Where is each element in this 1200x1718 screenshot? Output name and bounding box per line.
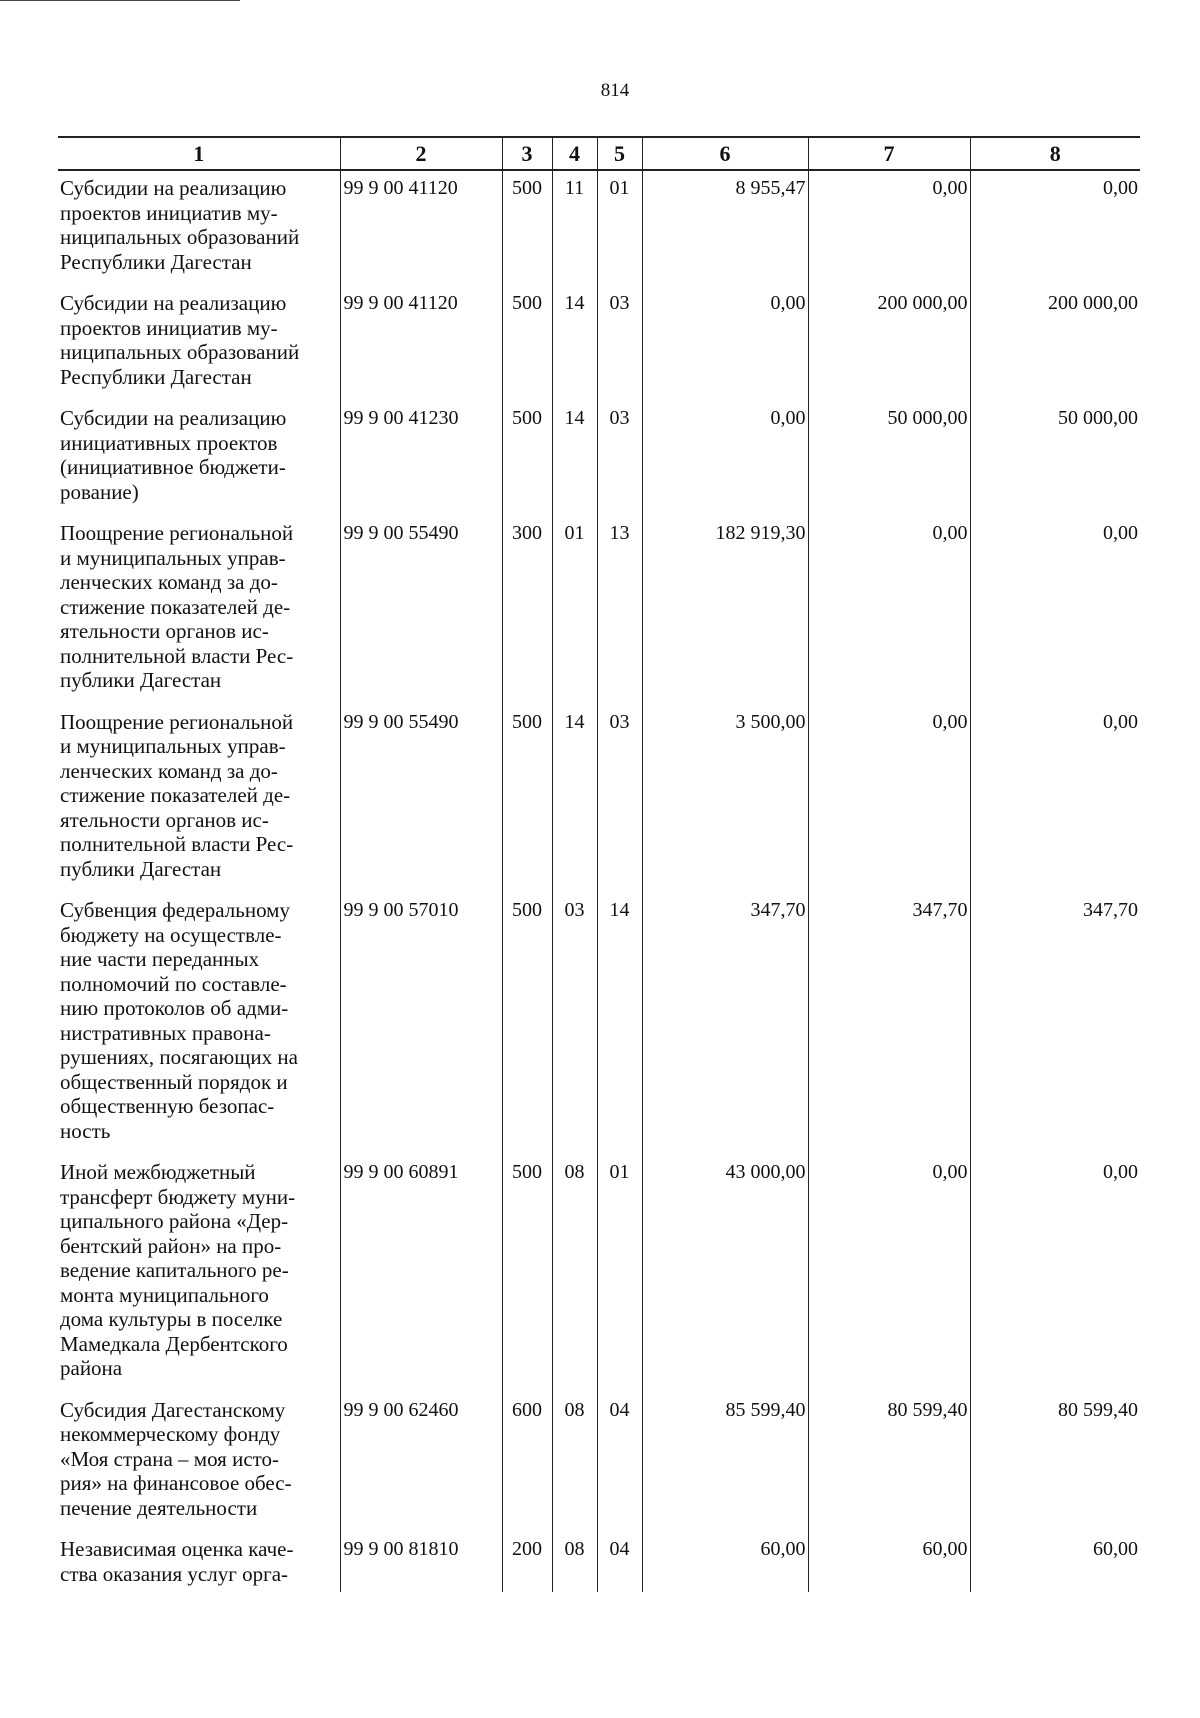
- expense-name-cell: Субсидии на реализацию проектов инициатив му- ниципальных образований Республики Дагестан: [60, 176, 300, 274]
- section-cell: 01: [552, 516, 597, 705]
- amount-col8-cell: 347,70: [970, 893, 1140, 1155]
- column-header: 7: [808, 137, 970, 170]
- expense-name-cell: Поощрение региональной и муниципальных управ- ленческих команд за до- стижение показателей де- ятельности органов ис- полнительной власти Рес- публики Дагестан: [60, 521, 294, 692]
- budget-table: [58, 136, 1140, 1592]
- amount-col7-cell: 50 000,00: [808, 401, 970, 516]
- amount-col7-cell: 0,00: [808, 1155, 970, 1393]
- section-cell: 08: [552, 1532, 597, 1592]
- subsection-cell: 03: [597, 286, 642, 401]
- page-number: 814: [600, 80, 630, 101]
- section-cell: 14: [552, 286, 597, 401]
- amount-col6-cell: 0,00: [642, 401, 808, 516]
- expense-name-cell: Субсидии на реализацию инициативных проектов (инициативное бюджети- рование): [60, 406, 287, 504]
- table-row: [58, 516, 1140, 705]
- table-row: [58, 1532, 1140, 1592]
- expense-name-cell: Субсидия Дагестанскому некоммерческому фонду «Моя страна – моя исто- рия» на финансовое обес- печение деятельности: [60, 1397, 292, 1520]
- expense-type-cell: 600: [502, 1393, 552, 1533]
- amount-col8-cell: 0,00: [970, 170, 1140, 286]
- table-row: [58, 705, 1140, 894]
- table-row: [58, 1155, 1140, 1393]
- section-cell: 03: [552, 893, 597, 1155]
- amount-col6-cell: 182 919,30: [642, 516, 808, 705]
- amount-col8-cell: 200 000,00: [970, 286, 1140, 401]
- column-header: 8: [970, 137, 1140, 170]
- target-code-cell: 99 9 00 55490: [340, 516, 502, 705]
- expense-type-cell: 500: [502, 170, 552, 286]
- amount-col7-cell: 200 000,00: [808, 286, 970, 401]
- subsection-cell: 03: [597, 401, 642, 516]
- table-row: [58, 401, 1140, 516]
- subsection-cell: 03: [597, 705, 642, 894]
- target-code-cell: 99 9 00 57010: [340, 893, 502, 1155]
- section-cell: 08: [552, 1393, 597, 1533]
- subsection-cell: 04: [597, 1393, 642, 1533]
- target-code-cell: 99 9 00 41120: [340, 286, 502, 401]
- section-cell: 11: [552, 170, 597, 286]
- table-body: [58, 170, 1140, 1592]
- expense-name-cell: Поощрение региональной и муниципальных управ- ленческих команд за до- стижение показателей де- ятельности органов ис- полнительной власти Рес- публики Дагестан: [60, 709, 294, 881]
- amount-col7-cell: 60,00: [808, 1532, 970, 1592]
- column-header: 1: [58, 137, 340, 170]
- amount-col7-cell: 0,00: [808, 170, 970, 286]
- table-row: [58, 1393, 1140, 1533]
- amount-col7-cell: 80 599,40: [808, 1393, 970, 1533]
- column-header: 5: [597, 137, 642, 170]
- amount-col6-cell: 3 500,00: [642, 705, 808, 894]
- amount-col6-cell: 43 000,00: [642, 1155, 808, 1393]
- table-row: [58, 893, 1140, 1155]
- expense-type-cell: 500: [502, 705, 552, 894]
- subsection-cell: 04: [597, 1532, 642, 1592]
- amount-col8-cell: 0,00: [970, 1155, 1140, 1393]
- amount-col7-cell: 0,00: [808, 705, 970, 894]
- target-code-cell: 99 9 00 81810: [340, 1532, 502, 1592]
- expense-type-cell: 500: [502, 286, 552, 401]
- column-header: 3: [502, 137, 552, 170]
- amount-col6-cell: 85 599,40: [642, 1393, 808, 1533]
- target-code-cell: 99 9 00 55490: [340, 705, 502, 894]
- subsection-cell: 01: [597, 1155, 642, 1393]
- amount-col7-cell: 347,70: [808, 893, 970, 1155]
- expense-type-cell: 500: [502, 401, 552, 516]
- target-code-cell: 99 9 00 62460: [340, 1393, 502, 1533]
- amount-col6-cell: 0,00: [642, 286, 808, 401]
- target-code-cell: 99 9 00 41120: [340, 170, 502, 286]
- amount-col8-cell: 0,00: [970, 516, 1140, 705]
- target-code-cell: 99 9 00 60891: [340, 1155, 502, 1393]
- section-cell: 14: [552, 705, 597, 894]
- expense-type-cell: 300: [502, 516, 552, 705]
- expense-type-cell: 500: [502, 1155, 552, 1393]
- target-code-cell: 99 9 00 41230: [340, 401, 502, 516]
- expense-name-cell: Субсидии на реализацию проектов инициатив му- ниципальных образований Республики Дагестан: [60, 291, 300, 389]
- section-cell: 08: [552, 1155, 597, 1393]
- expense-name-cell: Независимая оценка каче- ства оказания услуг орга-: [60, 1537, 294, 1586]
- amount-col7-cell: 0,00: [808, 516, 970, 705]
- expense-name-cell: Субвенция федеральному бюджету на осуществле- ние части переданных полномочий по составле- нию протоколов об адми- нистративных правона- рушениях, посягающих на общественный порядок и общественную безопас- ность: [60, 898, 298, 1143]
- amount-col6-cell: 8 955,47: [642, 170, 808, 286]
- table-row: [58, 286, 1140, 401]
- section-cell: 14: [552, 401, 597, 516]
- amount-col6-cell: 347,70: [642, 893, 808, 1155]
- subsection-cell: 14: [597, 893, 642, 1155]
- table-row: [58, 170, 1140, 286]
- expense-type-cell: 200: [502, 1532, 552, 1592]
- amount-col8-cell: 50 000,00: [970, 401, 1140, 516]
- subsection-cell: 01: [597, 170, 642, 286]
- amount-col6-cell: 60,00: [642, 1532, 808, 1592]
- amount-col8-cell: 0,00: [970, 705, 1140, 894]
- expense-type-cell: 500: [502, 893, 552, 1155]
- column-header: 4: [552, 137, 597, 170]
- amount-col8-cell: 80 599,40: [970, 1393, 1140, 1533]
- column-header: 2: [340, 137, 502, 170]
- expense-name-cell: Иной межбюджетный трансферт бюджету муни- ципального района «Дер- бентский район» на про- ведение капитального ре- монта муниципального дома культуры в поселке Мамедкала Дербентского района: [60, 1160, 296, 1380]
- table-header-row: [58, 137, 1140, 170]
- subsection-cell: 13: [597, 516, 642, 705]
- column-header: 6: [642, 137, 808, 170]
- scan-edge-line: [0, 0, 240, 1]
- amount-col8-cell: 60,00: [970, 1532, 1140, 1592]
